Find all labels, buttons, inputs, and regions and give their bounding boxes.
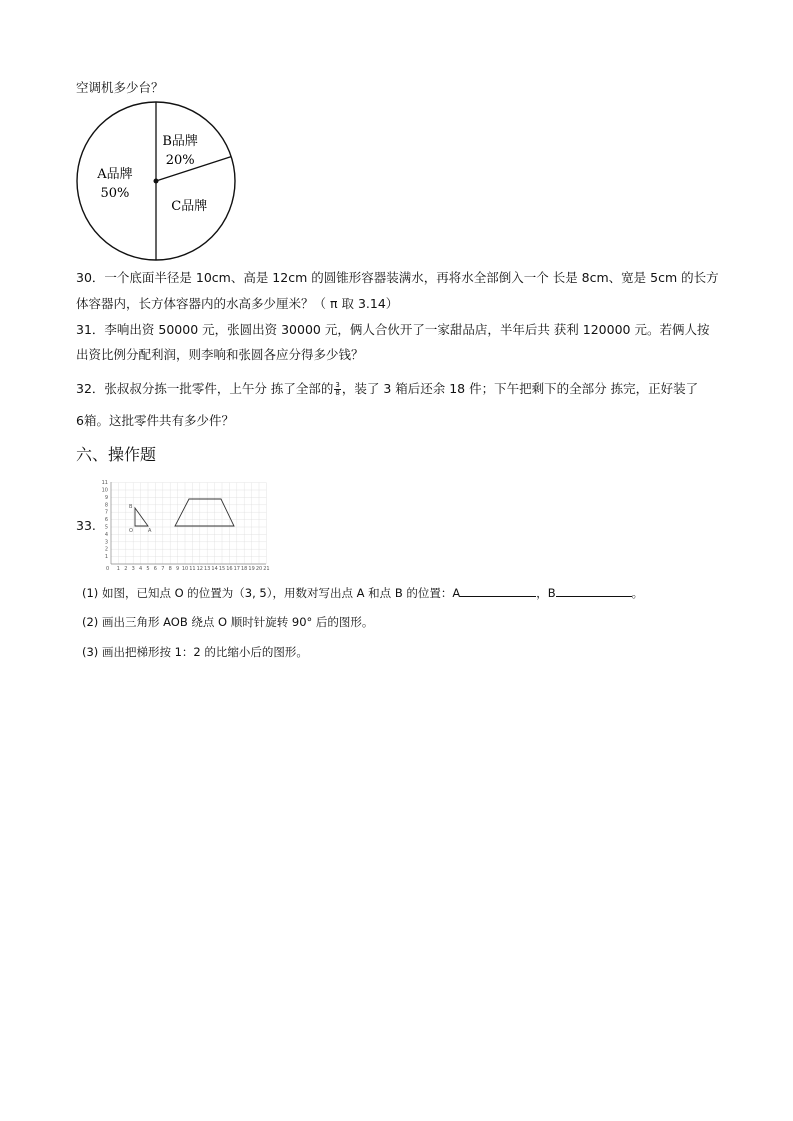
x-tick-label: 2: [124, 566, 128, 572]
pie-slice-label: A品牌: [97, 167, 133, 182]
x-tick-label: 16: [226, 566, 233, 572]
y-tick-label: 6: [104, 517, 108, 524]
x-tick-label: 21: [263, 566, 270, 572]
x-tick-label: 17: [233, 566, 240, 572]
question-31-line2: 出资比例分配利润，则李响和张圆各应分得多少钱？: [76, 347, 364, 362]
x-tick-label: 20: [255, 566, 263, 572]
pie-slice-label: C品牌: [171, 199, 208, 215]
question-30-line2: 体容器内，长方体容器内的水高多少厘米？（ π 取 3.14）: [76, 296, 399, 311]
y-tick-label: 4: [104, 531, 108, 538]
y-tick-label: 2: [104, 546, 108, 553]
y-tick-label: 5: [104, 524, 108, 531]
answer-blank-a[interactable]: [460, 584, 536, 597]
y-tick-label: 3: [104, 539, 108, 546]
fraction: [334, 382, 340, 397]
x-tick-label: 11: [189, 566, 196, 572]
question-30-line1: 30．一个底面半径是 10cm、高是 12cm 的圆锥形容器装满水，再将水全部倒入一个 长是 8cm、宽是 5cm 的长方: [76, 270, 719, 285]
question-intro-fragment: 空调机多少台？: [76, 80, 164, 95]
x-tick-label: 13: [204, 566, 211, 572]
x-tick-label: 15: [218, 566, 226, 572]
question-33-sub1: [82, 584, 643, 601]
x-tick-label: 7: [161, 566, 165, 572]
x-tick-label: 18: [241, 566, 248, 572]
x-tick-label: 3: [131, 566, 135, 572]
x-tick-label: 1: [116, 566, 120, 572]
sub1-text-c: 。: [631, 586, 644, 600]
y-tick-label: 9: [104, 494, 108, 501]
trapezoid: [175, 499, 234, 526]
origin-label: 0: [106, 566, 110, 572]
x-tick-label: 9: [176, 566, 180, 572]
y-tick-label: 8: [104, 502, 108, 509]
question-31-line1: 31．李响出资 50000 元，张圆出资 30000 元，俩人合伙开了一家甜品店，半年后共 获利 120000 元。若俩人按: [76, 322, 710, 337]
x-tick-label: 14: [211, 566, 218, 572]
section-title: 六、操作题: [76, 445, 157, 464]
x-tick-label: 10: [181, 566, 189, 572]
x-tick-label: 12: [196, 566, 203, 572]
sub1-text-b: ，B: [536, 586, 556, 600]
triangle-label-b: B: [129, 504, 133, 510]
x-tick-label: 19: [248, 566, 255, 572]
pie-chart: [74, 100, 240, 262]
triangle-label-a: A: [148, 528, 152, 534]
pie-center-dot: [154, 179, 159, 184]
x-tick-label: 4: [139, 566, 143, 572]
fraction-numerator: 3: [335, 381, 340, 389]
x-tick-label: 6: [153, 566, 157, 572]
triangle-aob: [135, 508, 148, 526]
pie-slice-percent: 50%: [100, 186, 130, 201]
fraction-denominator: 8: [335, 389, 340, 397]
question-32-line1: [76, 381, 698, 397]
sub1-text-a: (1) 如图，已知点 O 的位置为（3, 5），用数对写出点 A 和点 B 的位置：A: [82, 586, 461, 600]
x-tick-label: 8: [168, 566, 172, 572]
question-33-number: 33.: [76, 518, 96, 533]
answer-blank-b[interactable]: [556, 584, 632, 597]
question-33-sub2: (2) 画出三角形 AOB 绕点 O 顺时针旋转 90° 后的图形。: [82, 615, 374, 629]
question-32-text-b: ，装了 3 箱后还余 18 件；下午把剩下的全部分 拣完，正好装了: [341, 381, 699, 396]
y-tick-label: 1: [104, 554, 108, 561]
y-tick-label: 11: [101, 480, 108, 487]
pie-slice-label: B品牌: [162, 133, 198, 149]
x-tick-label: 5: [146, 566, 150, 572]
question-32-text-a: 32．张叔叔分拣一批零件，上午分 拣了全部的: [76, 381, 334, 396]
question-32-line2: 6箱。这批零件共有多少件？: [76, 413, 234, 428]
coordinate-grid: [100, 478, 268, 574]
triangle-label-o: O: [129, 528, 133, 534]
y-tick-label: 10: [101, 487, 108, 494]
question-33-sub3: (3) 画出把梯形按 1：2 的比缩小后的图形。: [82, 645, 308, 659]
y-tick-label: 7: [104, 509, 108, 516]
pie-slice-percent: 20%: [165, 152, 195, 168]
